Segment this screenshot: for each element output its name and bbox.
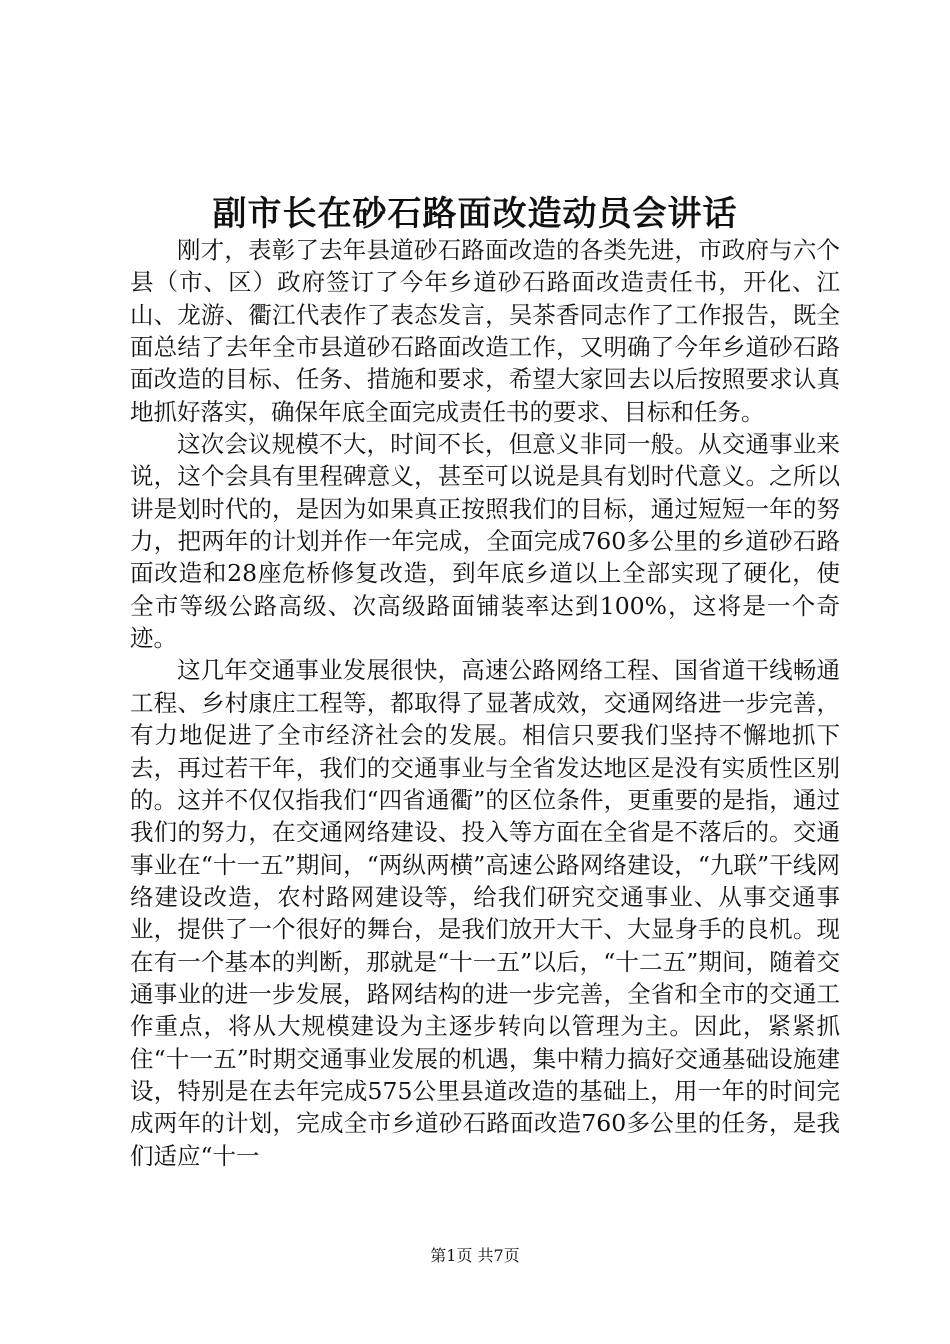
paragraph-3: 这几年交通事业发展很快，高速公路网络工程、国省道干线畅通工程、乡村康庄工程等，都取得了显著成效，交通网络进一步完善，有力地促进了全市经济社会的发展。相信只要我们坚持不懈地抓下去，再过若干年，我们的交通事业与全省发达地区是没有实质性区别的。这并不仅仅指我们“四省通衢”的区位条件，更重要的是指，通过我们的努力，在交通网络建设、投入等方面在全省是不落后的。交通事业在“十一五”期间，“两纵两横”高速公路网络建设，“九联”干线网络建设改造，农村路网建设等，给我们研究交通事业、从事交通事业，提供了一个很好的舞台，是我们放开大干、大显身手的良机。现在有一个基本的判断，那就是“十一五”以后，“十二五”期间，随着交通事业的进一步发展，路网结构的进一步完善，全省和全市的交通工作重点，将从大规模建设为主逐步转向以管理为主。因此，紧紧抓住“十一五”时期交通事业发展的机遇，集中精力搞好交通基础设施建设，特别是在去年完成575公里县道改造的基础上，用一年的时间完成两年的计划，完成全市乡道砂石路面改造760多公里的任务，是我们适应“十一	[130, 656, 840, 1170]
document-body	[130, 234, 840, 1172]
page-footer: 第1页 共7页	[430, 1246, 520, 1265]
paragraph-2: 这次会议规模不大，时间不长，但意义非同一般。从交通事业来说，这个会具有里程碑意义，甚至可以说是具有划时代意义。之所以讲是划时代的，是因为如果真正按照我们的目标，通过短短一年的努力，把两年的计划并作一年完成，全面完成760多公里的乡道砂石路面改造和28座危桥修复改造，到年底乡道以上全部实现了硬化，使全市等级公路高级、次高级路面铺装率达到100%，这将是一个奇迹。	[130, 430, 840, 653]
paragraph-1: 刚才，表彰了去年县道砂石路面改造的各类先进，市政府与六个县（市、区）政府签订了今年乡道砂石路面改造责任书，开化、江山、龙游、衢江代表作了表态发言，吴茶香同志作了工作报告，既全面总结了去年全市县道砂石路面改造工作，又明确了今年乡道砂石路面改造的目标、任务、措施和要求，希望大家回去以后按照要求认真地抓好落实，确保年底全面完成责任书的要求、目标和任务。	[130, 236, 840, 426]
document-title: 副市长在砂石路面改造动员会讲话	[212, 194, 738, 234]
